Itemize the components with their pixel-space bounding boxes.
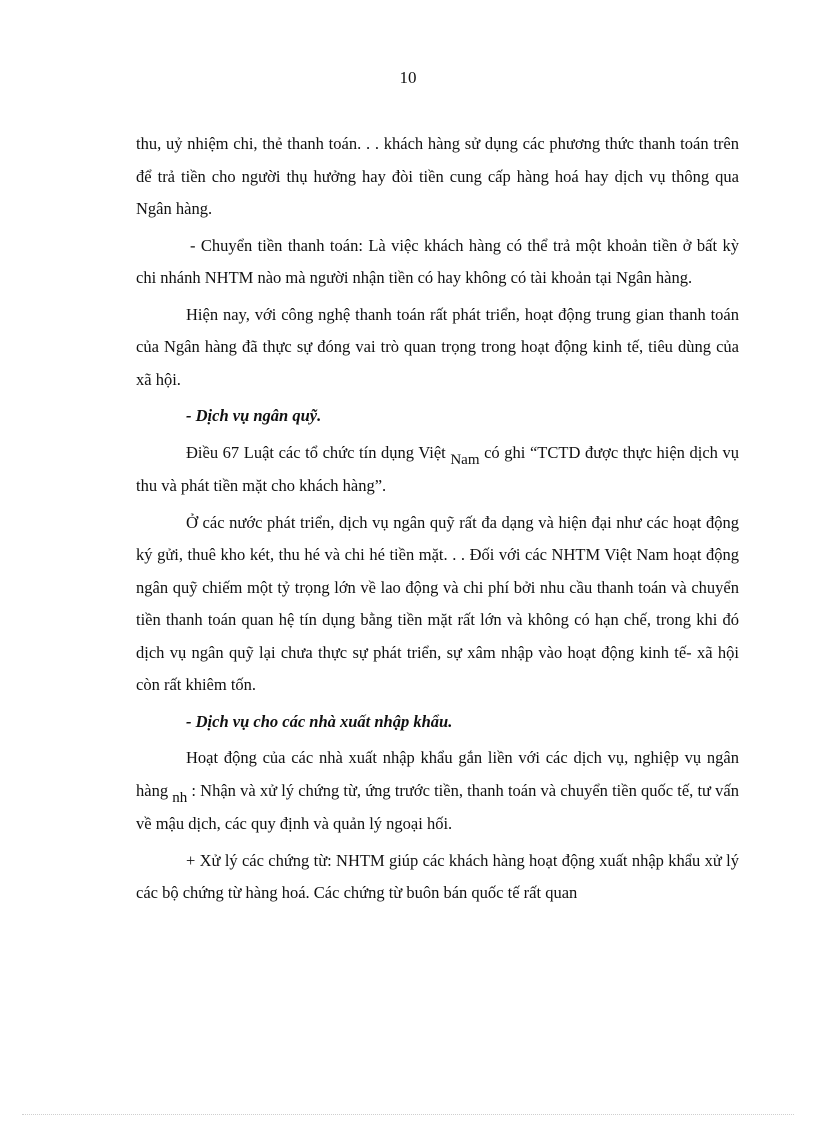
- import-export-text-end: : Nhận và xử lý chứng từ, ứng trước tiền, thanh toán và chuyển tiền quốc tế, tư vấn về mậu dịch, các quy định và quản lý ngoại hối.: [136, 780, 739, 833]
- paragraph-developed-countries: Ở các nước phát triển, dịch vụ ngân quỹ rất đa dạng và hiện đại như các hoạt động ký gửi, thuê kho két, thu hé và chi hé tiền mặt. . . Đối với các NHTM Việt Nam hoạt động ngân quỹ chiếm một tỷ trọng lớn về lao động và chi phí bởi nhu cầu thanh toán và chuyển tiền thanh toán quan hệ tín dụng bằng tiền mặt rất lớn và không có hạn chế, trong khi đó dịch vụ ngân quỹ lại chưa thực sự phát triển, sự xâm nhập vào hoạt động kinh tế- xã hội còn rất khiêm tốn.: [136, 512, 739, 694]
- paragraph-document-processing: + Xử lý các chứng từ: NHTM giúp các khách hàng hoạt động xuất nhập khẩu xử lý các bộ chứng từ hàng hoá. Các chứng từ buôn bán quốc tế rất quan: [136, 850, 739, 902]
- paragraph-article-67: [136, 437, 739, 503]
- paragraph-money-transfer: - Chuyển tiền thanh toán: Là việc khách hàng có thể trả một khoản tiền ở bất kỳ chi nhánh NHTM nào mà người nhận tiền có hay không có tài khoản tại Ngân hàng.: [136, 235, 739, 287]
- page-number: 10: [399, 68, 417, 87]
- paragraph-payment-methods: thu, uỷ nhiệm chi, thẻ thanh toán. . . khách hàng sử dụng các phương thức thanh toán trên để trả tiền cho người thụ hưởng hay đòi tiền cung cấp hàng hoá hay dịch vụ thông qua Ngân hàng.: [136, 134, 739, 218]
- article-67-text-end: có ghi “TCTD được thực hiện dịch vụ thu và phát tiền mặt cho khách hàng”.: [136, 442, 739, 495]
- document-body: [136, 128, 739, 911]
- paragraph-import-export-activities: [136, 742, 739, 841]
- paragraph-current-technology: Hiện nay, với công nghệ thanh toán rất phát triển, hoạt động trung gian thanh toán của Ngân hàng đã thực sự đóng vai trò quan trọng trong hoạt động kinh tế, tiêu dùng của xã hội.: [136, 304, 739, 389]
- heading-treasury-services: - Dịch vụ ngân quỹ.: [186, 406, 322, 425]
- heading-import-export-services: - Dịch vụ cho các nhà xuất nhập khẩu.: [186, 711, 453, 731]
- article-67-subscript: Nam: [450, 451, 480, 468]
- import-export-subscript: nh: [172, 789, 188, 806]
- import-export-text-start: Hoạt động của các nhà xuất nhập khẩu gắn liền với các dịch vụ, nghiệp vụ ngân hàng: [136, 748, 739, 800]
- article-67-text-start: Điều 67 Luật các tổ chức tín dụng Việt: [186, 442, 451, 462]
- page-footer-divider: [22, 1114, 794, 1115]
